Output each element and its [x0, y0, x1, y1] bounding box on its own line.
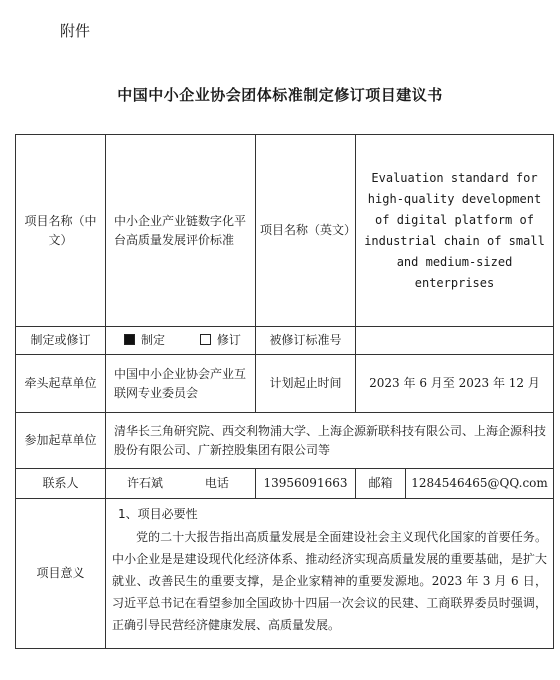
document-title: 中国中小企业协会团体标准制定修订项目建议书	[117, 86, 443, 104]
checkbox-create-checked[interactable]	[124, 334, 135, 345]
schedule-value: 2023 年 6 月至 2023 年 12 月	[356, 355, 554, 413]
schedule-label: 计划起止时间	[256, 355, 356, 413]
project-name-en-value: Evaluation standard for high-quality development of digital platform of industrial chain of small and medium-sized enterprises	[356, 135, 554, 327]
checkbox-revise-unchecked[interactable]	[200, 334, 211, 345]
phone-label: 电话	[204, 476, 229, 491]
participants-value: 清华长三角研究院、西交利物浦大学、上海企源新联科技有限公司、上海企源科技股份有限公司、广新控股集团有限公司等	[106, 413, 554, 469]
significance-cell	[106, 499, 554, 649]
email-value: 1284546465@QQ.com	[406, 469, 554, 499]
participants-row	[16, 413, 554, 469]
revised-std-no-value	[356, 327, 554, 355]
attachment-label: 附件	[60, 22, 91, 40]
option-create-label: 制定	[141, 333, 166, 348]
type-row	[16, 327, 554, 355]
significance-row	[16, 499, 554, 649]
significance-label: 项目意义	[16, 499, 106, 649]
type-label: 制定或修订	[16, 327, 106, 355]
project-name-cn-value: 中小企业产业链数字化平台高质量发展评价标准	[106, 135, 256, 327]
phone-value: 13956091663	[256, 469, 356, 499]
significance-heading: 1、项目必要性	[118, 507, 198, 521]
lead-unit-value: 中国中小企业协会产业互联网专业委员会	[106, 355, 256, 413]
significance-paragraph: 党的二十大报告指出高质量发展是全面建设社会主义现代化国家的首要任务。中小企业是是建设现代化经济体系、推动经济实现高质量发展的重要基础，是扩大就业、改善民生的重要支撑，是企业家精神的重要发源地。2023 年 3 月 6 日，习近平总书记在看望参加全国政协十四届一次会议的民建、工商联界委员时强调，正确引导民营经济健康发展、高质量发展。	[112, 529, 547, 633]
contact-label: 联系人	[16, 469, 106, 499]
type-options	[106, 327, 256, 355]
lead-unit-row	[16, 355, 554, 413]
project-name-row	[16, 135, 554, 327]
contact-row	[16, 469, 554, 499]
project-name-en-label: 项目名称（英文）	[256, 135, 356, 327]
contact-value: 许石斌	[126, 476, 163, 491]
contact-cell	[106, 469, 256, 499]
participants-label: 参加起草单位	[16, 413, 106, 469]
option-revise-label: 修订	[216, 333, 241, 348]
proposal-form-table	[15, 134, 554, 649]
email-label: 邮箱	[356, 469, 406, 499]
revised-std-no-label: 被修订标准号	[256, 327, 356, 355]
lead-unit-label: 牵头起草单位	[16, 355, 106, 413]
project-name-cn-label: 项目名称（中文）	[16, 135, 106, 327]
